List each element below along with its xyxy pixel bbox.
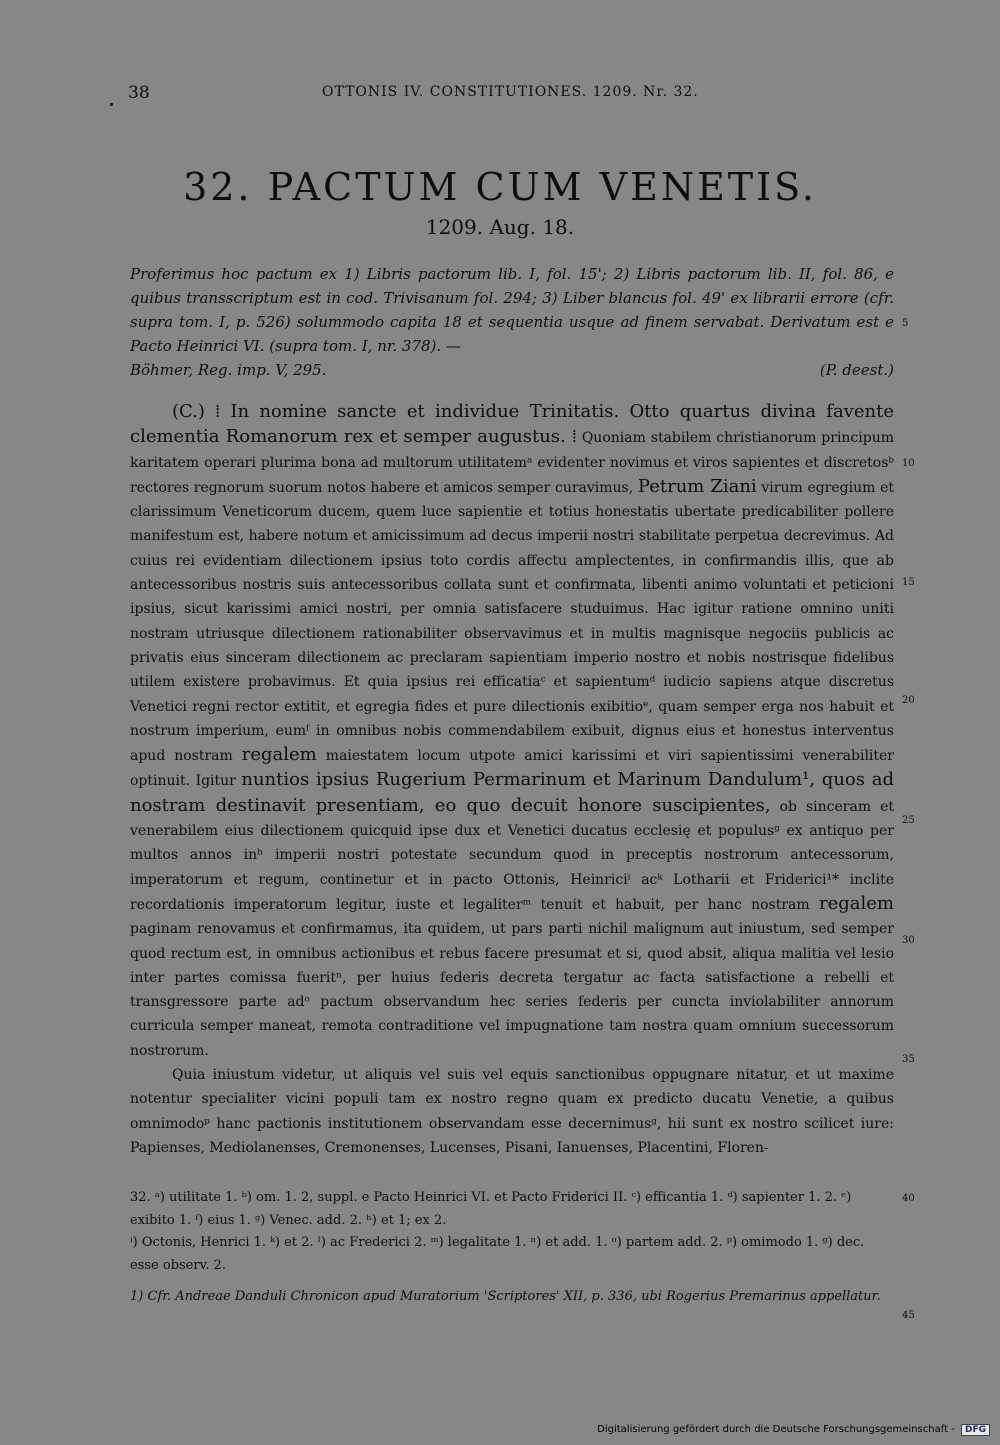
nuntios-passage: nuntios ipsius Rugerium Permarinum et Marinum Dandulum¹, quos ad nostram destinavit presentiam, eo quo decuit honore suscipientes,	[130, 769, 894, 816]
name-petrum-ziani: Petrum Ziani	[637, 475, 757, 497]
line-number-20: 20	[902, 695, 915, 706]
line-number-10: 10	[902, 458, 915, 469]
narratio-3: maiestatem locum utpote amici karissimi et viri sapientissimi venerabiliter optinuit. Igitur	[130, 748, 895, 790]
critical-apparatus	[130, 1187, 894, 1277]
running-head: OTTONIS IV. CONSTITUTIONES. 1209. Nr. 32.	[322, 84, 699, 100]
intro-ref-right: (P. deest.)	[819, 361, 894, 379]
intro-text: Proferimus hoc pactum ex 1) Libris pactorum lib. I, fol. 15'; 2) Libris pactorum lib. II, fol. 86, e quibus transscriptum est in cod. Trivisanum fol. 294; 3) Liber blancus fol. 49' ex librarii errore (cfr. supra tom. I, p. 526) solummodo capita 18 et sequentia usque ad finem servabat. Derivatum est e Pacto Heinrici VI. (supra tom. I, nr. 378). —	[130, 265, 894, 355]
narratio-2: nostri, per omnia satisfacere studuimus. Hac igitur ratione omnino uniti nostram utriusque dilectionem rationabiliter observavimus et in multis magnisque negociis publicis ac privatis eius sinceram dilectionem ac preclaram sapientiam imperio nostro et nobis nostrisque fidelibus utilem existere probavimus. Et quia ipsius rei efficatiaᶜ et sapientumᵈ iudicio sapiens atque discretus Venetici regni rector extitit, et egregia fides et pure dilectionis exibitioᵉ, quam semper erga nos habuit et nostrum imperium, eumᶠ in omnibus nobis commendabilem exibuit, dignus eius et honestus interventus apud nostram	[130, 601, 894, 765]
charter-paragraph-1	[130, 400, 894, 1063]
narratio-1: virum egregium et clarissimum Veneticorum ducem, quem luce sapientie et totius honestatis ubertate predicabiliter pollere manifestum est, habere notum et amicissimum ad decus imperii nostri stabilitate perpetua decrevimus. Ad cuius rei evidentiam dilectionem ipsius toto cordis affectu amplectentes, in confirmandis illis, que ab antecessoribus nostris suis antecessoribus collata sunt et confirmata, libenti animo voluntati et peticioni ipsius, sicut karissimi	[130, 479, 894, 618]
editorial-introduction	[130, 262, 894, 382]
line-number-45: 45	[902, 1310, 915, 1321]
charter-paragraph-2: Quia iniustum videtur, ut aliquis vel suis vel equis sanctionibus oppugnare nitatur, et ut maxime notentur specialiter vicini populi tam ex nostro regno quam ex predicto ducatu Venetie, a quibus omnimodoᵖ hanc pactionis institutionem observandam esse decernimusᵍ, hii sunt ex nostro scilicet iure: Papienses, Mediolanenses, Cremonenses, Lucenses, Pisani, Ianuenses, Placentini, Floren-	[130, 1067, 894, 1156]
funding-footer	[597, 1424, 990, 1436]
dfg-logo: DFG	[961, 1424, 990, 1436]
line-number-40: 40	[902, 1193, 915, 1204]
word-amici: amici	[299, 601, 338, 618]
invocation: (C.) ⁞ In nomine sancte et individue Trinitatis. Otto quartus divina favente clementia Romanorum rex et semper augustus. ⁞	[130, 401, 894, 448]
word-regalem: regalem	[241, 744, 317, 766]
line-number-25: 25	[902, 815, 915, 826]
document-date: 1209. Aug. 18.	[425, 215, 575, 239]
intro-ref-left: Böhmer, Reg. imp. V, 295.	[130, 361, 327, 379]
intro-references	[130, 358, 894, 382]
dispositio-1: ob sinceram et venerabilem eius dilectionem quicquid ipse dux et Venetici ducatus ecclesię et populusᵍ ex antiquo per multos annos inʰ imperii nostri potestate secundum quod in preceptis nostrorum antecessorum, imperatorum et regum, continetur et in pacto Ottonis, Heinriciⁱ acᵏ Lotharii et Friderici¹* inclite recordationis imperatorum legitur, iuste et legaliterᵐ tenuit et habuit, per hanc nostram	[130, 798, 895, 913]
funding-text: Digitalisierung gefördert durch die Deutsche Forschungsgemeinschaft -	[597, 1424, 955, 1435]
document-title: 32. PACTUM CUM VENETIS.	[183, 165, 817, 209]
line-number-15: 15	[902, 577, 915, 588]
charter-text	[130, 400, 894, 1160]
line-number-30: 30	[902, 935, 915, 946]
page-number: 38	[128, 83, 150, 103]
scan-speck	[110, 103, 113, 106]
apparatus-line-2: ⁱ) Octonis, Henrici 1. ᵏ) et 2. ˡ) ac Frederici 2. ᵐ) legalitate 1. ⁿ) et add. 1. ᵒ) partem add. 2. ᵖ) omimodo 1. ᵍ) dec. esse observ. 2.	[130, 1235, 865, 1273]
line-number-5: 5	[902, 318, 909, 329]
word-regalem-2: regalem	[819, 892, 894, 914]
apparatus-line-1: 32. ᵃ) utilitate 1. ᵇ) om. 1. 2, suppl. e Pacto Heinrici VI. et Pacto Friderici II. ᶜ) efficantia 1. ᵈ) sapienter 1. 2. ᵉ) exibito 1. ᶠ) eius 1. ᵍ) Venec. add. 2. ʰ) et 1; ex 2.	[130, 1190, 852, 1228]
dispositio-2: paginam renovamus et confirmamus, ita quidem, ut pars parti nichil malignum aut iniustum, sed semper quod rectum est, in omnibus actionibus et rebus facere presumat et si, quod absit, aliqua malitia vel lesio inter partes comissa fueritⁿ, per huius federis decreta tergatur ac facta satisfactione a rebelli et transgressore parte adᵒ pactum observandum hec series federis per cuncta inviolabiliter annorum curricula semper maneat, remota contraditione vel impugnatione tam nostra quam omnium successorum nostrorum.	[130, 921, 894, 1059]
footnote-1: 1) Cfr. Andreae Danduli Chronicon apud Muratorium 'Scriptores' XII, p. 336, ubi Rogerius Premarinus appellatur.	[130, 1289, 881, 1304]
arenga: Quoniam stabilem christianorum principum karitatem operari plurima bona ad multorum utilitatemᵃ evidenter novimus et viros sapientes et discretosᵇ rectores regnorum suorum notos habere et amicos semper curavimus,	[130, 430, 895, 496]
line-number-35: 35	[902, 1054, 915, 1065]
